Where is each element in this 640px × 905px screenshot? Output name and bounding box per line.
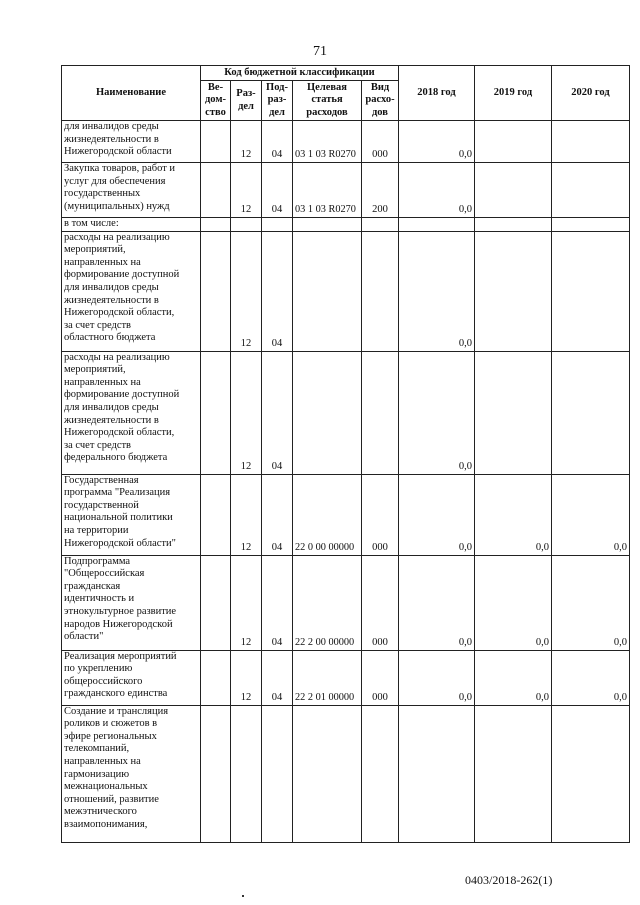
cell-razdel: 12 [231, 231, 262, 351]
header-2020: 2020 год [552, 66, 630, 121]
page-number: 71 [313, 44, 327, 59]
cell-podrazdel: 04 [262, 163, 293, 218]
cell-ved [201, 231, 231, 351]
cell-ved [201, 555, 231, 650]
cell-2019: 0,0 [475, 555, 552, 650]
cell-2018: 0,0 [399, 650, 475, 705]
cell-2020 [552, 705, 630, 842]
cell-2018: 0,0 [399, 351, 475, 474]
cell-2020 [552, 231, 630, 351]
cell-2018: 0,0 [399, 231, 475, 351]
table-row [62, 163, 630, 218]
cell-2020: 0,0 [552, 555, 630, 650]
cell-2020 [552, 351, 630, 474]
cell-kcsr [293, 231, 362, 351]
header-podrazdel: Под- раз- дел [262, 81, 293, 121]
cell-ved [201, 650, 231, 705]
table-row [62, 121, 630, 163]
row-name: в том числе: [62, 218, 201, 232]
cell-razdel: 12 [231, 650, 262, 705]
cell-kcsr [293, 218, 362, 232]
cell-2018: 0,0 [399, 163, 475, 218]
cell-vr: 000 [362, 650, 399, 705]
cell-kcsr: 22 2 00 00000 [293, 555, 362, 650]
table-row [62, 474, 630, 555]
cell-2019 [475, 121, 552, 163]
cell-vr: 000 [362, 474, 399, 555]
row-name: для инвалидов среды жизнедеятельности в Нижегородской области [62, 121, 201, 163]
cell-2020 [552, 121, 630, 163]
cell-2020: 0,0 [552, 650, 630, 705]
cell-podrazdel: 04 [262, 650, 293, 705]
cell-2018: 0,0 [399, 121, 475, 163]
cell-2019 [475, 705, 552, 842]
cell-vr [362, 351, 399, 474]
cell-kcsr [293, 351, 362, 474]
cell-2020: 0,0 [552, 474, 630, 555]
header-2018: 2018 год [399, 66, 475, 121]
cell-2019: 0,0 [475, 474, 552, 555]
header-kbk: Код бюджетной классификации [201, 66, 399, 81]
scan-mark [242, 895, 244, 897]
budget-table [61, 65, 630, 843]
table-row [62, 555, 630, 650]
cell-2020 [552, 163, 630, 218]
cell-razdel [231, 705, 262, 842]
table-header [62, 66, 630, 121]
cell-ved [201, 705, 231, 842]
cell-razdel: 12 [231, 555, 262, 650]
cell-2019 [475, 218, 552, 232]
cell-vr: 000 [362, 555, 399, 650]
cell-ved [201, 474, 231, 555]
cell-razdel: 12 [231, 474, 262, 555]
cell-vr [362, 218, 399, 232]
cell-ved [201, 121, 231, 163]
row-name: Реализация мероприятий по укреплению общероссийского гражданского единства [62, 650, 201, 705]
header-razdel: Раз- дел [231, 81, 262, 121]
cell-2018 [399, 218, 475, 232]
cell-vr: 200 [362, 163, 399, 218]
table-row [62, 705, 630, 842]
row-name: Государственная программа "Реализация государственной национальной политики на территории Нижегородской области" [62, 474, 201, 555]
table-row [62, 218, 630, 232]
row-name: Создание и трансляция роликов и сюжетов в эфире региональных телекомпаний, направленных на гармонизацию межнациональных отношений, развитие межэтнического взаимопонимания, [62, 705, 201, 842]
cell-2018: 0,0 [399, 555, 475, 650]
cell-kcsr: 22 2 01 00000 [293, 650, 362, 705]
cell-ved [201, 351, 231, 474]
cell-vr [362, 705, 399, 842]
cell-ved [201, 218, 231, 232]
cell-podrazdel [262, 218, 293, 232]
table-body [62, 121, 630, 843]
row-name: Подпрограмма "Общероссийская гражданская идентичность и этнокультурное развитие народов Нижегородской области" [62, 555, 201, 650]
cell-podrazdel: 04 [262, 474, 293, 555]
header-vr: Вид расхо- дов [362, 81, 399, 121]
cell-2019 [475, 351, 552, 474]
cell-podrazdel: 04 [262, 555, 293, 650]
cell-ved [201, 163, 231, 218]
cell-kcsr: 03 1 03 R0270 [293, 163, 362, 218]
row-name: расходы на реализацию мероприятий, направленных на формирование доступной для инвалидов среды жизнедеятельности в Нижегородской области, за счет средств областного бюджета [62, 231, 201, 351]
cell-podrazdel: 04 [262, 351, 293, 474]
cell-2019 [475, 163, 552, 218]
table-row [62, 351, 630, 474]
header-name: Наименование [62, 66, 201, 121]
cell-podrazdel [262, 705, 293, 842]
row-name: Закупка товаров, работ и услуг для обеспечения государственных (муниципальных) нужд [62, 163, 201, 218]
cell-podrazdel: 04 [262, 121, 293, 163]
cell-razdel: 12 [231, 163, 262, 218]
document-code: 0403/2018-262(1) [465, 873, 553, 887]
header-2019: 2019 год [475, 66, 552, 121]
cell-2018: 0,0 [399, 474, 475, 555]
cell-kcsr: 03 1 03 R0270 [293, 121, 362, 163]
cell-2019: 0,0 [475, 650, 552, 705]
cell-2019 [475, 231, 552, 351]
header-ved: Ве- дом- ство [201, 81, 231, 121]
cell-razdel: 12 [231, 351, 262, 474]
cell-razdel [231, 218, 262, 232]
cell-2018 [399, 705, 475, 842]
table-row [62, 231, 630, 351]
cell-kcsr [293, 705, 362, 842]
cell-kcsr: 22 0 00 00000 [293, 474, 362, 555]
row-name: расходы на реализацию мероприятий, направленных на формирование доступной для инвалидов среды жизнедеятельности в Нижегородской области, за счет средств федерального бюджета [62, 351, 201, 474]
table-row [62, 650, 630, 705]
cell-razdel: 12 [231, 121, 262, 163]
header-kcsr: Целевая статья расходов [293, 81, 362, 121]
cell-vr [362, 231, 399, 351]
cell-2020 [552, 218, 630, 232]
cell-podrazdel: 04 [262, 231, 293, 351]
cell-vr: 000 [362, 121, 399, 163]
